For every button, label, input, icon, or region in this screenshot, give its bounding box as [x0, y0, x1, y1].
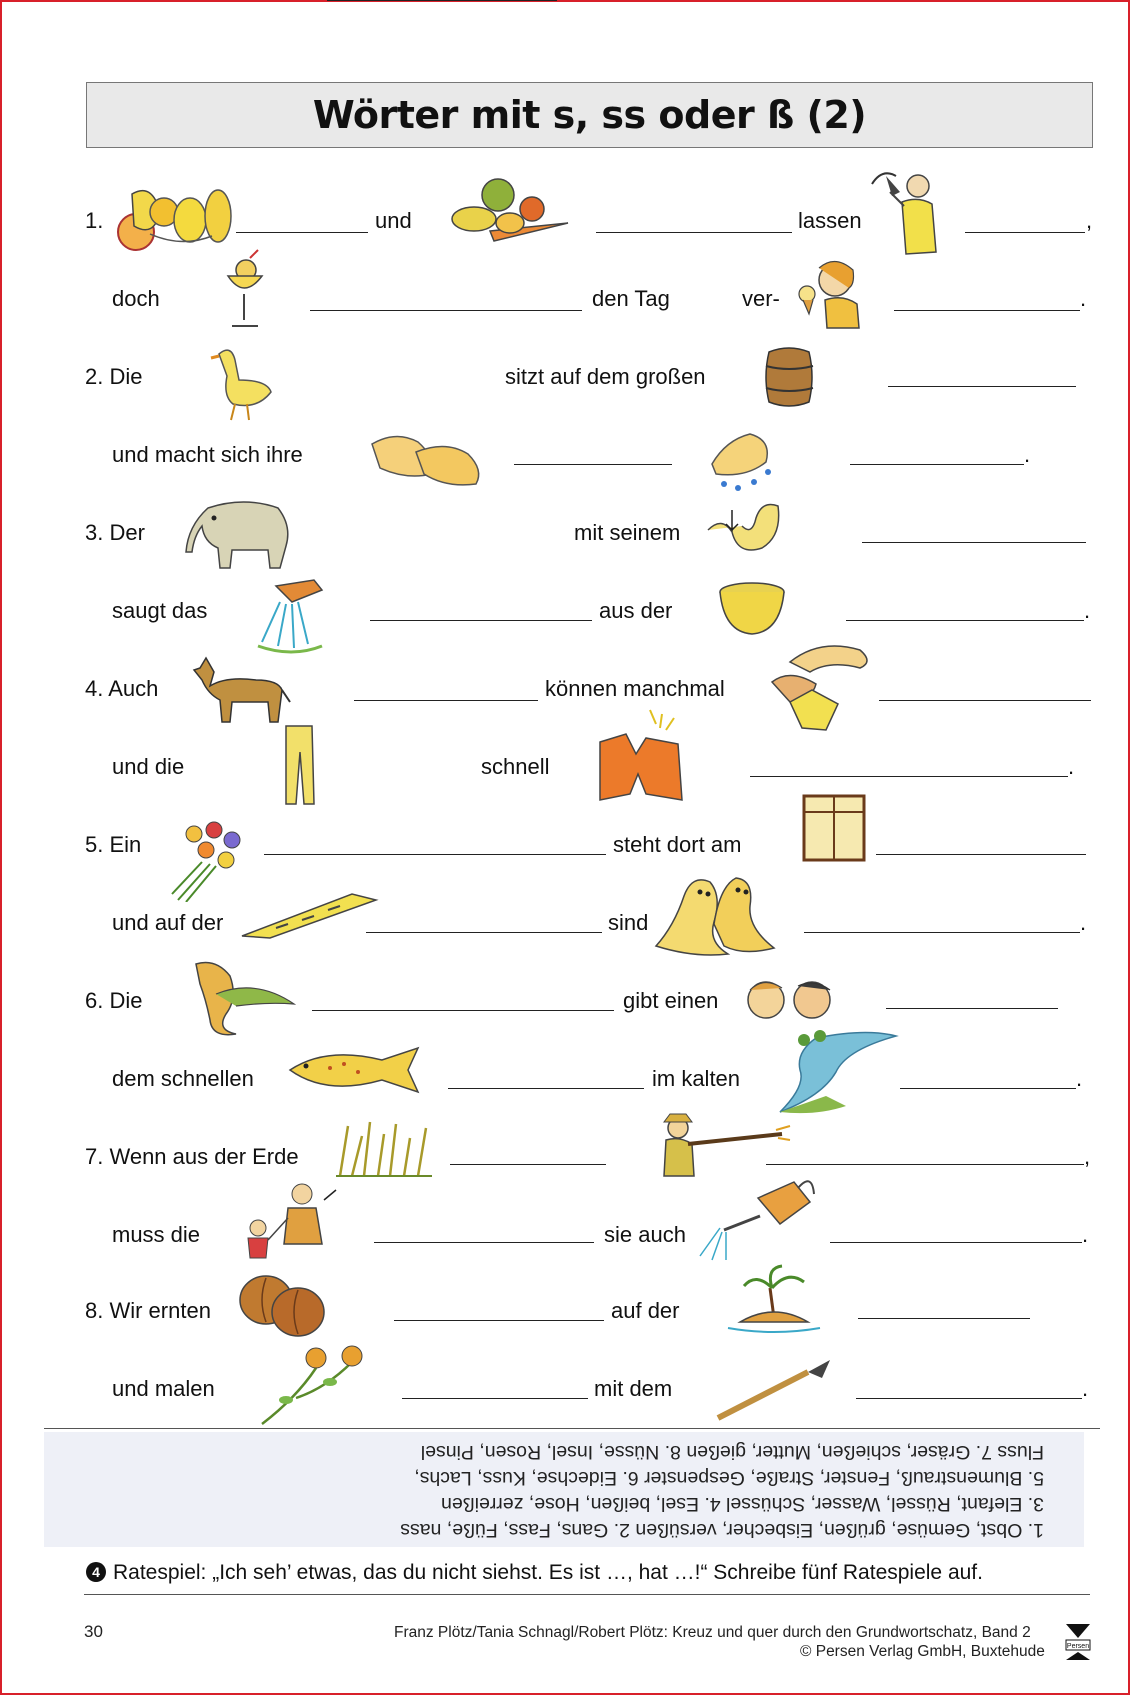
item-4-number: 4. Auch [85, 676, 159, 701]
publisher-credit: © Persen Verlag GmbH, Buxtehude [800, 1643, 1045, 1660]
item-8-text-c: mit dem [594, 1376, 673, 1401]
roses-picture [256, 1338, 368, 1428]
blank-13a[interactable] [450, 1164, 606, 1165]
item-3-number: 3. Der [85, 520, 145, 545]
salmon-picture [286, 1042, 422, 1096]
item-7-comma: , [1084, 1144, 1091, 1169]
blank-6a[interactable] [370, 620, 592, 621]
blank-15b[interactable] [858, 1318, 1030, 1319]
blank-9a[interactable] [264, 854, 606, 855]
hunter-picture [648, 1100, 792, 1178]
blank-8a[interactable] [330, 0, 474, 1]
donkey-picture [186, 650, 292, 732]
mother-child-picture [240, 1178, 340, 1270]
answer-key [44, 1432, 1084, 1547]
item-5-text-b: und auf der [112, 910, 224, 935]
task-text: Ratespiel: „Ich seh’ etwas, das du nicht siehst. Es ist …, hat …!“ Schreibe fünf Ratespiele auf. [113, 1561, 983, 1584]
item-3-text-a: mit seinem [574, 520, 681, 545]
blank-11a[interactable] [312, 1010, 614, 1011]
answer-line-4: Fluss 7. Gräser, schießen, Mutter, gießen 8. Nüsse, Insel, Rosen, Pinsel [420, 1441, 1044, 1463]
barrel-picture [763, 344, 815, 410]
answer-key-divider [44, 1428, 1100, 1429]
item-7-text-a: muss die [112, 1222, 201, 1247]
blank-16a[interactable] [402, 1398, 588, 1399]
item-1-text-d: den Tag [592, 286, 670, 311]
blank-10a[interactable] [366, 932, 602, 933]
road-picture [240, 890, 380, 940]
ice-cream-cup-picture [218, 248, 270, 332]
item-6-number: 6. Die [85, 988, 143, 1013]
elephant-picture [184, 496, 294, 572]
title-box [86, 82, 1093, 148]
item-2-period: . [1024, 442, 1031, 467]
blank-10b[interactable] [804, 932, 1080, 933]
fruit-picture [112, 172, 232, 254]
feet-picture [366, 428, 486, 490]
biting-mouth-picture [750, 632, 880, 738]
item-1-comma: , [1086, 208, 1093, 233]
page-title: Wörter mit s, ss oder ß (2) [312, 93, 867, 137]
answer-line-1: 1. Obst, Gemüse, grüßen, Eisbecher, versüßen 2. Gans, Fass, Füße, nass [400, 1519, 1044, 1541]
tap-water-picture [252, 562, 334, 660]
blank-7a[interactable] [354, 700, 538, 701]
footer-divider [84, 1594, 1090, 1595]
bowl-picture [716, 580, 788, 638]
trunk-picture [702, 496, 786, 568]
item-1-period: . [1080, 286, 1087, 311]
item-5-text-a: steht dort am [613, 832, 742, 857]
item-6-period: . [1076, 1066, 1083, 1091]
item-4-period: . [1068, 754, 1075, 779]
blank-16b[interactable] [856, 1398, 1082, 1399]
blank-12b[interactable] [900, 1088, 1076, 1089]
torn-trousers-picture [590, 708, 692, 804]
blank-1b[interactable] [596, 232, 792, 233]
paintbrush-picture [712, 1356, 838, 1426]
blank-15a[interactable] [394, 1320, 604, 1321]
item-2-text-a: sitzt auf dem großen [505, 364, 706, 389]
blank-13b[interactable] [766, 1164, 1084, 1165]
blank-2b[interactable] [894, 310, 1080, 311]
item-1-number: 1. [85, 208, 104, 233]
grass-picture [334, 1116, 434, 1178]
item-8-period: . [1082, 1376, 1089, 1401]
blank-14a[interactable] [374, 1242, 594, 1243]
publisher-logo-icon [1064, 1622, 1092, 1662]
blank-14b[interactable] [830, 1242, 1082, 1243]
book-credit: Franz Plötz/Tania Schnagl/Robert Plötz: Kreuz und quer durch den Grundwortschatz, Band 2 [394, 1624, 1031, 1641]
trousers-picture [280, 722, 318, 808]
item-8-number: 8. Wir ernten [85, 1298, 211, 1323]
item-7-period: . [1082, 1222, 1089, 1247]
girl-eating-ice-picture [795, 254, 865, 330]
nuts-picture [236, 1270, 328, 1340]
watering-can-picture [694, 1172, 818, 1264]
blank-12a[interactable] [448, 1088, 644, 1089]
kiss-picture [740, 974, 838, 1026]
item-2-number: 2. Die [85, 364, 143, 389]
blank-1c[interactable] [965, 232, 1085, 233]
item-4-text-b: und die [112, 754, 185, 779]
item-6-text-b: dem schnellen [112, 1066, 254, 1091]
blank-9b[interactable] [876, 854, 1086, 855]
item-2-text-b: und macht sich ihre [112, 442, 303, 467]
item-5-number: 5. Ein [85, 832, 142, 857]
item-1-text-c: doch [112, 286, 160, 311]
item-3-period: . [1084, 598, 1091, 623]
logo-text: Persen [1066, 1643, 1090, 1650]
blank-5b[interactable] [862, 542, 1086, 543]
page-number: 30 [84, 1622, 103, 1641]
vegetables-picture [450, 175, 570, 251]
blank-8b[interactable] [750, 776, 1068, 777]
wet-foot-picture [706, 424, 782, 496]
item-6-text-a: gibt einen [623, 988, 719, 1013]
blank-4b[interactable] [850, 464, 1024, 465]
item-1-text-a: und [375, 208, 412, 233]
blank-6b[interactable] [846, 620, 1084, 621]
item-3-text-b: saugt das [112, 598, 208, 623]
goose-picture [205, 344, 275, 422]
answer-line-2: 3. Elefant, Rüssel, Wasser, Schüssel 4. Esel, beißen, Hose, zerreißen [441, 1493, 1044, 1515]
item-6-text-c: im kalten [652, 1066, 741, 1091]
item-5-period: . [1080, 910, 1087, 935]
item-5-text-c: sind [608, 910, 649, 935]
river-picture [776, 1026, 900, 1120]
task-number-badge: 4 [86, 1562, 106, 1582]
item-7-number: 7. Wenn aus der Erde [85, 1144, 299, 1169]
item-8-text-a: auf der [611, 1298, 680, 1323]
waving-man-picture [862, 162, 952, 266]
ghosts-picture [644, 866, 790, 962]
blank-2a[interactable] [310, 310, 582, 311]
lizard-picture [176, 954, 298, 1038]
window-picture [800, 792, 868, 864]
item-1-text-e: ver- [742, 286, 780, 311]
item-7-text-b: sie auch [604, 1222, 686, 1247]
blank-4a[interactable] [514, 464, 672, 465]
island-picture [726, 1262, 822, 1336]
blank-11b[interactable] [886, 1008, 1058, 1009]
item-4-text-c: schnell [481, 754, 550, 779]
item-3-text-c: aus der [599, 598, 673, 623]
blank-3b[interactable] [888, 386, 1076, 387]
blank-7b[interactable] [879, 700, 1091, 701]
item-4-text-a: können manchmal [545, 676, 725, 701]
answer-line-3: 5. Blumenstrauß, Fenster, Straße, Gespenster 6. Eidechse, Kuss, Lachs, [414, 1467, 1044, 1489]
item-1-text-b: lassen [798, 208, 862, 233]
item-8-text-b: und malen [112, 1376, 215, 1401]
blank-1a[interactable] [236, 232, 368, 233]
